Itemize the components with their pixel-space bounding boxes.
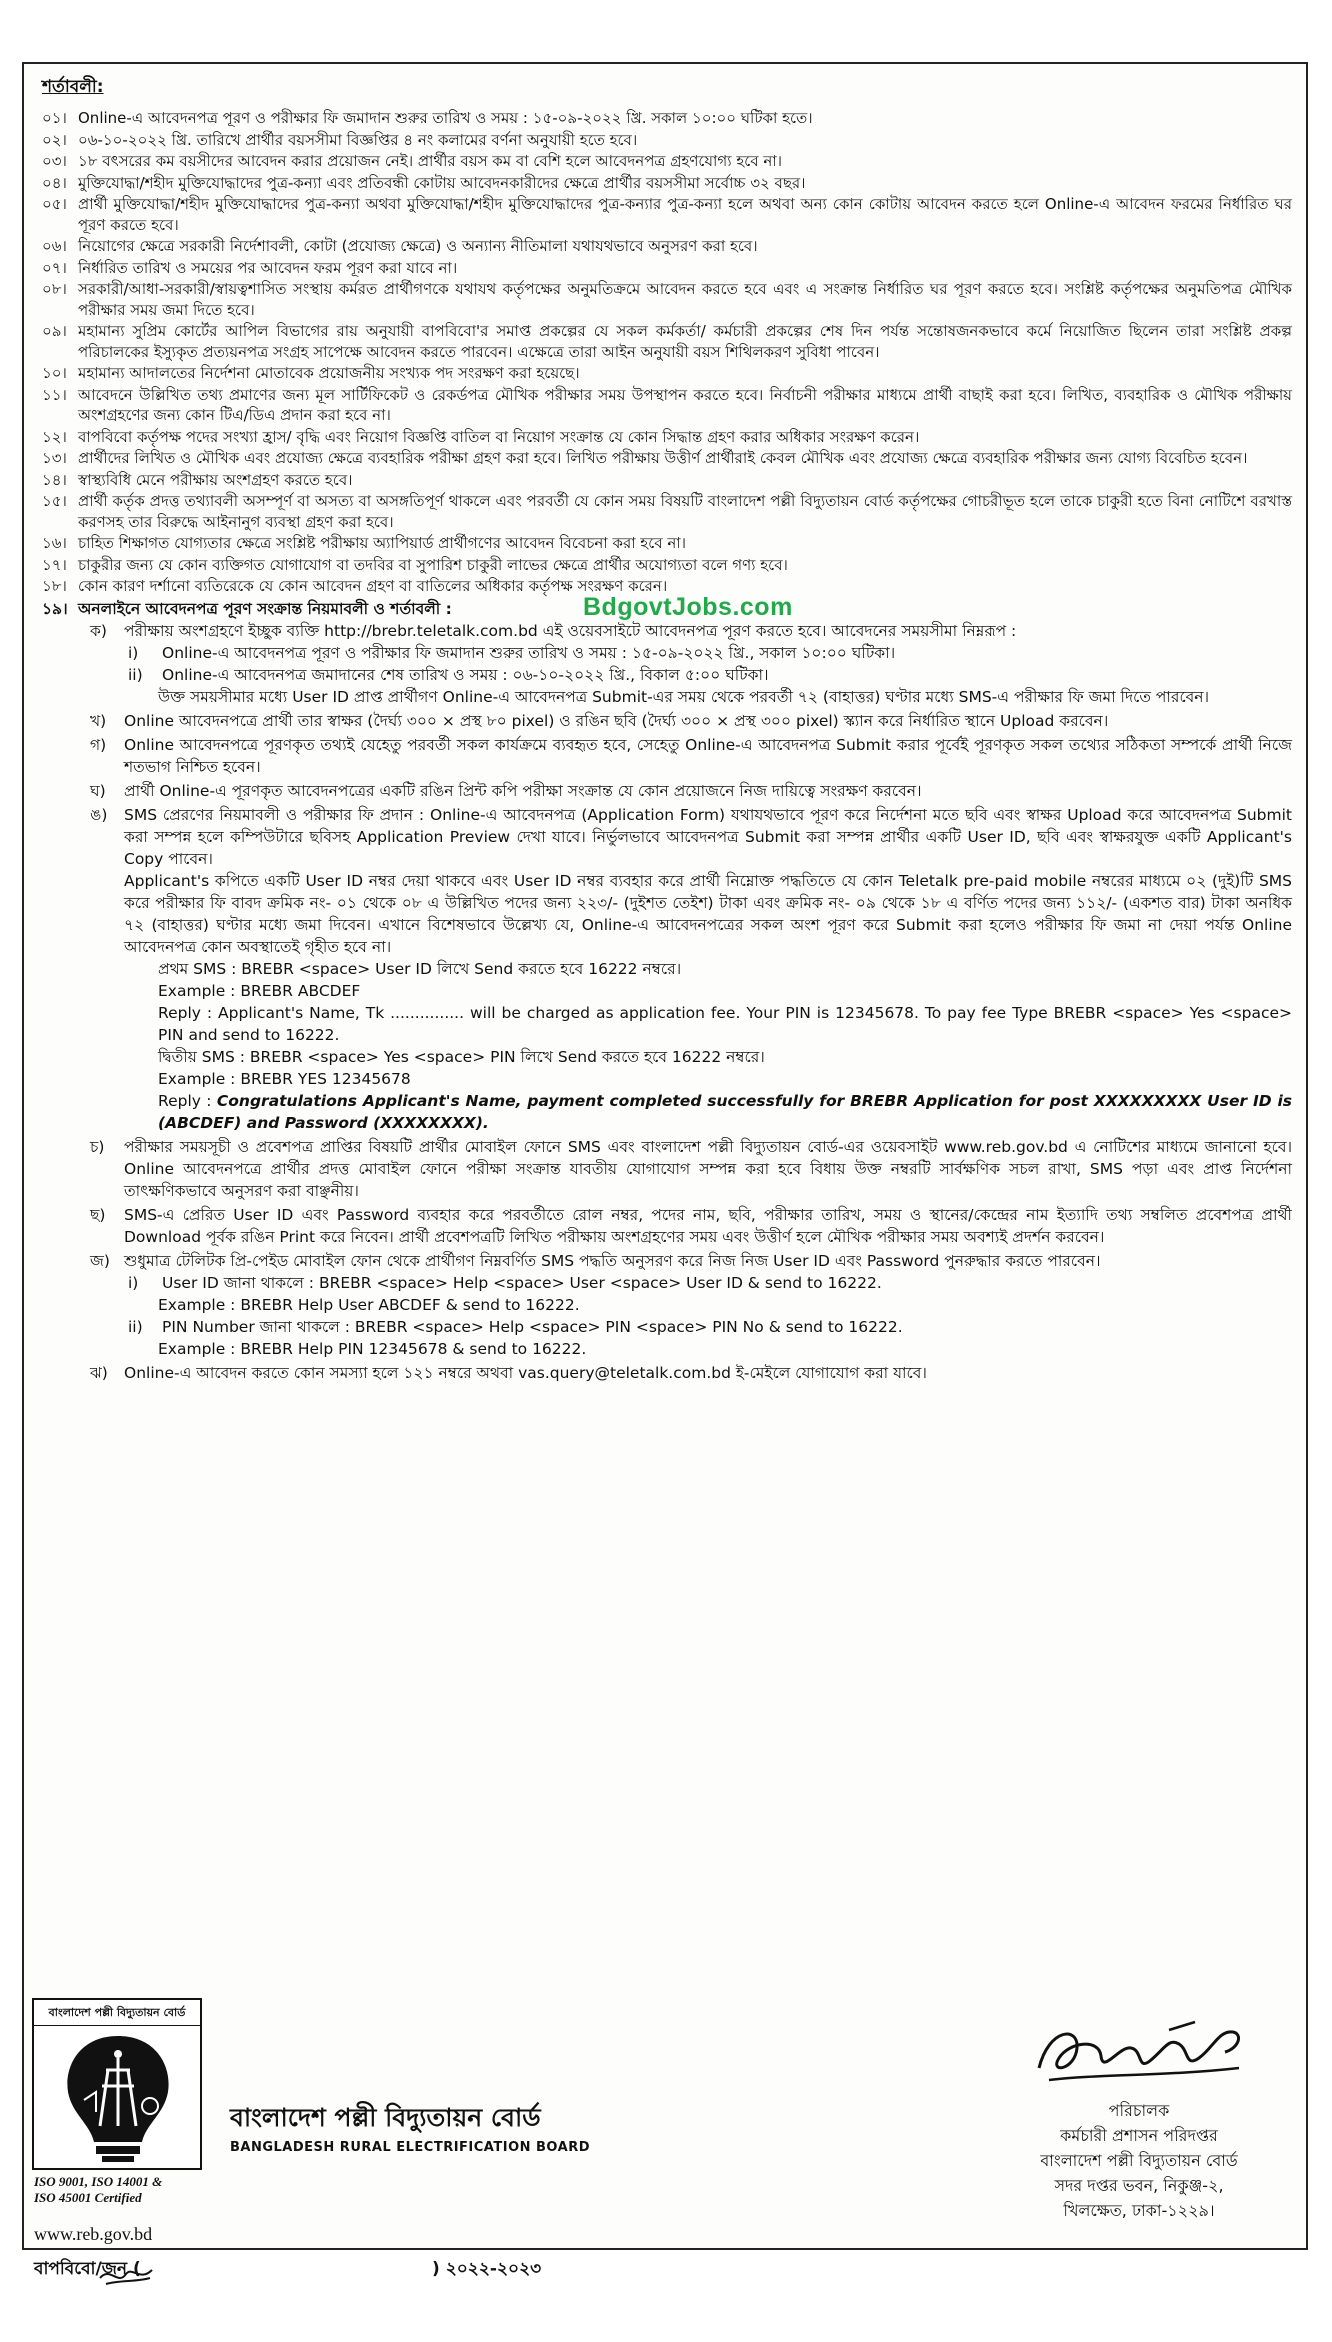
term-text: ১৮ বৎসরের কম বয়সীদের আবেদন করার প্রয়োজন নেই। প্রার্থীর বয়স কম বা বেশি হলে আবেদনপত্র গ্রহণযোগ্য হবে না। bbox=[78, 152, 783, 170]
term-number: ০৬। bbox=[42, 237, 67, 255]
watermark-text: BdgovtJobs.com bbox=[583, 592, 793, 621]
term-text: স্বাস্থ্যবিধি মেনে পরীক্ষায় অংশগ্রহণ করতে হবে। bbox=[78, 470, 353, 489]
terms-list bbox=[38, 108, 1292, 597]
term-text: মুক্তিযোদ্ধা/শহীদ মুক্তিযোদ্ধাদের পুত্র-কন্যা এবং প্রতিবন্ধী কোটায় আবেদনকারীদের ক্ষেত্রে প্রার্থীর বয়সসীমা সর্বোচ্চ ৩২ বছর। bbox=[78, 173, 806, 192]
term-item bbox=[38, 258, 1292, 279]
sub-item-uma bbox=[78, 804, 1292, 1134]
sub-text: প্রার্থী Online-এ পূরণকৃত আবেদনপত্রের একটি রঙিন প্রিন্ট কপি পরীক্ষা সংক্রান্ত যে কোন প্রয়োজনে নিজ দায়িত্বে সংরক্ষণ করবেন। bbox=[124, 782, 922, 800]
sub-text: পরীক্ষার সময়সূচী ও প্রবেশপত্র প্রাপ্তির বিষয়টি প্রার্থীর মোবাইল ফোনে SMS এবং বাংলাদেশ পল্লী বিদ্যুতায়ন বোর্ড-এর ওয়েবসাইট www.reb.gov.bd এ নোটিশের মাধ্যমে জানানো হবে। Online আবেদনপত্রে প্রার্থীর প্রদত্ত মোবাইল ফোনে পরীক্ষা সংক্রান্ত যাবতীয় যোগাযোগ সম্পন্ন করা হবে বিধায় উক্ত নম্বরটি সার্বক্ষণিক সচল রাখা, SMS পড়া এবং প্রাপ্ত নির্দেশনা তাৎক্ষণিকভাবে অনুসরণ করা বাঞ্ছনীয়। bbox=[124, 1138, 1292, 1200]
roman-item bbox=[128, 1272, 1292, 1294]
sub-item-ga bbox=[78, 734, 1292, 778]
terms-heading: শর্তাবলী: bbox=[42, 77, 104, 97]
term-text: মহামান্য আদালতের নির্দেশনা মোতাবেক প্রয়োজনীয় সংখ্যক পদ সংরক্ষণ করা হয়েছে। bbox=[78, 364, 580, 382]
term-number: ১২। bbox=[42, 427, 67, 446]
roman-label: ii) bbox=[128, 1318, 143, 1336]
sms-second: দ্বিতীয় SMS : BREBR <space> Yes <space> PIN লিখে Send করতে হবে 16222 নম্বরে। bbox=[158, 1048, 765, 1066]
sub-note: উক্ত সময়সীমার মধ্যে User ID প্রাপ্ত প্রার্থীগণ Online-এ আবেদনপত্র Submit-এর সময় থেকে পরবর্তী ৭২ (বাহাত্তর) ঘণ্টার মধ্যে SMS-এ পরীক্ষার ফি জমা দিতে পারবেন। bbox=[158, 688, 1210, 706]
term-text: আবেদনে উল্লিখিত তথ্য প্রমাণের জন্য মূল সার্টিফিকেট ও রেকর্ডপত্র মৌখিক পরীক্ষার সময় উপস্থাপন করতে হবে। নির্বাচনী পরীক্ষার মাধ্যমে প্রার্থী বাছাই করা হবে। লিখিত, ব্যবহারিক ও মৌখিক পরীক্ষায় অংশগ্রহণের জন্য কোন টিএ/ডিএ প্রদান করা হবে না। bbox=[78, 385, 1292, 424]
sub-item-chha bbox=[78, 1204, 1292, 1248]
term-number: ১১। bbox=[42, 385, 67, 404]
term-text: চাকুরীর জন্য যে কোন ব্যক্তিগত যোগাযোগ বা তদবির বা সুপারিশ চাকুরী লাভের ক্ষেত্রে প্রার্থীর অযোগ্যতা বলে গণ্য হবে। bbox=[78, 555, 788, 574]
term-text: প্রার্থী মুক্তিযোদ্ধা/শহীদ মুক্তিযোদ্ধাদের পুত্র-কন্যা অথবা মুক্তিযোদ্ধা/শহীদ মুক্তিযোদ্ধাদের পুত্র-কন্যার পুত্র-কন্যা হলে অথবা অন্য কোন কোটায় আবেদন করতে হলে Online-এ আবেদন ফরমের নির্ধারিত ঘর পূরণ করতে হবে। bbox=[78, 195, 1292, 234]
sub-item-kha bbox=[78, 710, 1292, 732]
reference-number: বাপবিবো/জন ( bbox=[34, 2259, 141, 2279]
notice-content bbox=[38, 72, 1292, 1386]
term-text: প্রার্থী কর্তৃক প্রদত্ত তথ্যাবলী অসম্পূর্ণ বা অসত্য বা অসঙ্গতিপূর্ণ থাকলে এবং পরবর্তী যে কোন সময় বিষয়টি বাংলাদেশ পল্লী বিদ্যুতায়ন বোর্ড কর্তৃপক্ষের গোচরীভূত হলে তাকে চাকুরী হতে বিনা নোটিশে বরখাস্ত করণসহ তার বিরুদ্ধে আইনানুগ ব্যবস্থা গ্রহণ করা হবে। bbox=[78, 492, 1292, 531]
roman-label: ii) bbox=[128, 666, 143, 684]
term-item bbox=[38, 470, 1292, 491]
fiscal-year: ) ২০২২-২০২৩ bbox=[432, 2259, 542, 2279]
sub-text: পরীক্ষায় অংশগ্রহণে ইচ্ছুক ব্যক্তি http://brebr.teletalk.com.bd এই ওয়েবসাইটে আবেদনপত্র পূরণ করতে হবে। আবেদনের সময়সীমা নিম্নরূপ : bbox=[124, 622, 1017, 640]
sms-example: Example : BREBR YES 12345678 bbox=[158, 1070, 411, 1088]
sub-item-ka bbox=[78, 620, 1292, 708]
iso-line: ISO 45001 Certified bbox=[34, 2190, 142, 2205]
sub-label: ক) bbox=[90, 622, 107, 640]
term-item bbox=[38, 173, 1292, 194]
initials-icon bbox=[96, 2260, 156, 2290]
sms-first: প্রথম SMS : BREBR <space> User ID লিখে Send করতে হবে 16222 নম্বরে। bbox=[158, 960, 682, 978]
sub-label: চ) bbox=[90, 1138, 105, 1156]
term-item bbox=[38, 236, 1292, 257]
roman-item bbox=[128, 642, 1292, 664]
signature-block bbox=[984, 2008, 1294, 2223]
bulb-icon bbox=[50, 2030, 186, 2166]
signatory-title: পরিচালক bbox=[1108, 2101, 1170, 2120]
roman-example: Example : BREBR Help PIN 12345678 & send to 16222. bbox=[158, 1340, 587, 1358]
sub-label: গ) bbox=[90, 736, 107, 754]
term-text: ০৬-১০-২০২২ খ্রি. তারিখে প্রার্থীর বয়সসীমা বিজ্ঞপ্তির ৪ নং কলামের বর্ণনা অনুযায়ী হতে হবে। bbox=[78, 130, 638, 149]
term-item bbox=[38, 385, 1292, 426]
sub-item-cha bbox=[78, 1136, 1292, 1202]
sub-item-jha bbox=[78, 1362, 1292, 1384]
reply-message: Congratulations Applicant's Name, payment completed successfully for BREBR Application for post XXXXXXXXX User ID is (ABCDEF) and Password (XXXXXXXX). bbox=[158, 1092, 1292, 1132]
signatory-department: কর্মচারী প্রশাসন পরিদপ্তর bbox=[1060, 2126, 1218, 2145]
roman-text: Online-এ আবেদনপত্র পূরণ ও পরীক্ষার ফি জমাদান শুরুর তারিখ ও সময় : ১৫-০৯-২০২২ খ্রি., সকাল ১০:০০ ঘটিকা। bbox=[162, 644, 896, 662]
term-text: বাপবিবো কর্তৃপক্ষ পদের সংখ্যা হ্রাস/ বৃদ্ধি এবং নিয়োগ বিজ্ঞপ্তি বাতিল বা নিয়োগ সংক্রান্ত যে কোন সিদ্ধান্ত গ্রহণ করার অধিকার সংরক্ষণ করেন। bbox=[78, 427, 920, 446]
sub-text: Online আবেদনপত্রে পূরণকৃত তথ্যই যেহেতু পরবর্তী সকল কার্যক্রমে ব্যবহৃত হবে, সেহেতু Online-এ আবেদনপত্র Submit করার পূর্বেই পূরণকৃত সকল তথ্যের সঠিকতা সম্পর্কে প্রার্থী নিজে শতভাগ নিশ্চিত হবেন। bbox=[124, 736, 1292, 776]
roman-label: i) bbox=[128, 1274, 139, 1292]
term-number: ০৮। bbox=[42, 280, 67, 298]
signatory-org: বাংলাদেশ পল্লী বিদ্যুতায়ন বোর্ড bbox=[1040, 2151, 1238, 2170]
term-item bbox=[38, 533, 1292, 554]
signatory-address: খিলক্ষেত, ঢাকা-১২২৯। bbox=[1063, 2201, 1215, 2220]
term-text: নিয়োগের ক্ষেত্রে সরকারী নির্দেশাবলী, কোটা (প্রযোজ্য ক্ষেত্রে) ও অন্যান্য নীতিমালা যথাযথভাবে অনুসরণ করা হবে। bbox=[78, 237, 758, 255]
sub-text: Online আবেদনপত্রে প্রার্থী তার স্বাক্ষর (দৈর্ঘ্য ৩০০ × প্রস্থ ৮০ pixel) ও রঙিন ছবি (দৈর্ঘ্য ৩০০ × প্রস্থ ৩০০ pixel) স্ক্যান করে নির্ধারিত স্থানে Upload করবেন। bbox=[124, 712, 1109, 730]
sub-text: SMS-এ প্রেরিত User ID এবং Password ব্যবহার করে পরবর্তীতে রোল নম্বর, পদের নাম, ছবি, পরীক্ষার তারিখ, সময় ও স্থানের/কেন্দ্রের নাম ইত্যাদি তথ্য সম্বলিত প্রবেশপত্র প্রার্থী Download পূর্বক রঙিন Print করে নিবেন। প্রার্থী প্রবেশপত্রটি লিখিত পরীক্ষায় অংশগ্রহণের সময় এবং উত্তীর্ণ হলে মৌখিক পরীক্ষার সময় অবশ্যই প্রদর্শন করবেন। bbox=[124, 1206, 1292, 1246]
reb-logo bbox=[32, 1998, 202, 2170]
term-text: চাহিত শিক্ষাগত যোগ্যতার ক্ষেত্রে সংশ্লিষ্ট পরীক্ষায় অ্যাপিয়ার্ড প্রার্থীগণের আবেদন বিবেচনা করা হবে না। bbox=[78, 534, 687, 552]
notice-footer bbox=[24, 1994, 1306, 2279]
sub-item-ja bbox=[78, 1250, 1292, 1360]
sms-example: Example : BREBR ABCDEF bbox=[158, 982, 361, 1000]
sub-label: ঘ) bbox=[90, 782, 106, 800]
sub-label: খ) bbox=[90, 712, 107, 730]
term-text: কোন কারণ দর্শানো ব্যতিরেকে যে কোন আবেদন গ্রহণ বা বাতিলের অধিকার কর্তৃপক্ষ সংরক্ষণ করেন। bbox=[78, 577, 668, 595]
term-item bbox=[38, 448, 1292, 469]
sub-label: ছ) bbox=[90, 1206, 106, 1224]
sms-reply bbox=[158, 1090, 1292, 1134]
roman-item bbox=[128, 1316, 1292, 1338]
iso-line: ISO 9001, ISO 14001 & bbox=[34, 2174, 163, 2189]
roman-label: i) bbox=[128, 644, 139, 662]
term-number: ০৫। bbox=[42, 195, 67, 213]
term-text: সরকারী/আধা-সরকারী/স্বায়ত্বশাসিত সংস্থায় কর্মরত প্রার্থীগণকে যথাযথ কর্তৃপক্ষের অনুমতিক্রমে আবেদন করতে হবে এবং এ সংক্রান্ত নির্ধারিত ঘর পূরণ করতে হবে। সংশ্লিষ্ট কর্তৃপক্ষের অনুমতিপত্র মৌখিক পরীক্ষার সময় জমা দিতে হবে। bbox=[78, 280, 1292, 319]
iso-certification bbox=[34, 2174, 162, 2206]
term-number: ১৮। bbox=[42, 577, 67, 595]
term-text: মহামান্য সুপ্রিম কোর্টের আপিল বিভাগের রায় অনুযায়ী বাপবিবো'র সমাপ্ত প্রকল্পের যে সকল কর্মকর্তা/ কর্মচারী প্রকল্পের শেষ দিন পর্যন্ত সন্তোষজনকভাবে কর্মে নিয়োজিত ছিলেন তারা সংশ্লিষ্ট প্রকল্প পরিচালকের ইস্যুকৃত প্রত্যয়নপত্র সংগ্রহ সাপেক্ষে আবেদন করতে পারবেন। এক্ষেত্রে তারা আইন অনুযায়ী বয়স শিথিলকরণ সুবিধা পাবেন। bbox=[78, 322, 1292, 361]
org-name-english: BANGLADESH RURAL ELECTRIFICATION BOARD bbox=[230, 2140, 590, 2155]
term-number: ১০। bbox=[42, 364, 67, 382]
sub-label: ঝ) bbox=[90, 1364, 108, 1382]
sub-text: SMS প্রেরণের নিয়মাবলী ও পরীক্ষার ফি প্রদান : Online-এ আবেদনপত্র (Application Form) যথাযথভাবে পূরণ করে নির্দেশনা মতে ছবি এবং স্বাক্ষর Upload করে আবেদনপত্র Submit করা সম্পন্ন হলে কম্পিউটারে ছবিসহ Application Preview দেখা যাবে। নির্ভুলভাবে আবেদনপত্র Submit করা সম্পন্ন প্রার্থীর একটি User ID, ছবি এবং স্বাক্ষরযুক্ত একটি Applicant's Copy পাবেন। bbox=[124, 806, 1292, 868]
term-item bbox=[38, 194, 1292, 235]
term-item bbox=[38, 151, 1292, 172]
logo-caption: বাংলাদেশ পল্লী বিদ্যুতায়ন বোর্ড bbox=[34, 2000, 200, 2026]
roman-example: Example : BREBR Help User ABCDEF & send to 16222. bbox=[158, 1296, 580, 1314]
term-number: ০১। bbox=[42, 109, 67, 127]
term-number: ০২। bbox=[42, 130, 67, 149]
term-item bbox=[38, 363, 1292, 384]
sub-text: Applicant's কপিতে একটি User ID নম্বর দেয়া থাকবে এবং User ID নম্বর ব্যবহার করে প্রার্থী নিম্নোক্ত পদ্ধতিতে যে কোন Teletalk pre-paid mobile নম্বরের মাধ্যমে ০২ (দুই)টি SMS করে পরীক্ষার ফি বাবদ ক্রমিক নং- ০১ থেকে ০৮ এ উল্লিখিত পদের জন্য ২২৩/- (দুইশত তেইশ) টাকা এবং ক্রমিক নং- ০৯ থেকে ১৮ এ বর্ণিত পদের জন্য ১১২/- (একশত বার) টাকা অনধিক ৭২ (বাহাত্তর) ঘণ্টার মধ্যে জমা দিবেন। এখানে বিশেষভাবে উল্লেখ্য যে, Online-এ আবেদনপত্রের সকল অংশ পূরণ করে Submit করা হলেও পরীক্ষার ফি জমা না দেয়া পর্যন্ত Online আবেদনপত্র কোন অবস্থাতেই গৃহীত হবে না। bbox=[124, 872, 1292, 956]
sub-label: ঙ) bbox=[90, 806, 108, 824]
roman-text: PIN Number জানা থাকলে : BREBR <space> Help <space> PIN <space> PIN No & send to 16222. bbox=[162, 1318, 903, 1336]
term-text: নির্ধারিত তারিখ ও সময়ের পর আবেদন ফরম পূরণ করা যাবে না। bbox=[78, 258, 458, 277]
sms-reply: Reply : Applicant's Name, Tk ............... will be charged as application fee. Your PIN is 12345678. To pay fee Type BREBR <space> Yes <space> PIN and send to 16222. bbox=[158, 1004, 1292, 1044]
sub-text: Online-এ আবেদন করতে কোন সমস্যা হলে ১২১ নম্বরে অথবা vas.query@teletalk.com.bd ই-মেইলে যোগাযোগ করা যাবে। bbox=[124, 1364, 927, 1382]
term-title: অনলাইনে আবেদনপত্র পূরণ সংক্রান্ত নিয়মাবলী ও শর্তাবলী : bbox=[78, 599, 452, 618]
sms-instructions bbox=[124, 958, 1292, 1134]
term-text: প্রার্থীদের লিখিত ও মৌখিক এবং প্রযোজ্য ক্ষেত্রে ব্যবহারিক পরীক্ষা গ্রহণ করা হবে। লিখিত পরীক্ষায় উত্তীর্ণ প্রার্থীরাই কেবল মৌখিক এবং প্রযোজ্য ক্ষেত্রে ব্যবহারিক পরীক্ষার জন্য যোগ্য বিবেচিত হবেন। bbox=[78, 449, 1248, 467]
term-number: ১৬। bbox=[42, 534, 67, 552]
term-item bbox=[38, 427, 1292, 448]
term-number: ১৭। bbox=[42, 555, 67, 574]
term-number: ০৩। bbox=[42, 152, 67, 170]
term-number: ০৯। bbox=[42, 322, 67, 340]
sub-label: জ) bbox=[90, 1252, 110, 1270]
term-text: Online-এ আবেদনপত্র পূরণ ও পরীক্ষার ফি জমাদান শুরুর তারিখ ও সময় : ১৫-০৯-২০২২ খ্রি. সকাল ১০:০০ ঘটিকা হতে। bbox=[78, 109, 813, 127]
roman-text: Online-এ আবেদনপত্র জমাদানের শেষ তারিখ ও সময় : ০৬-১০-২০২২ খ্রি., বিকাল ৫:০০ ঘটিকা। bbox=[162, 666, 769, 684]
roman-text: User ID জানা থাকলে : BREBR <space> Help <space> User <space> User ID & send to 16222. bbox=[162, 1274, 882, 1292]
notice-frame bbox=[22, 62, 1308, 2279]
term-number: ১৪। bbox=[42, 470, 67, 489]
org-name-bangla: বাংলাদেশ পল্লী বিদ্যুতায়ন বোর্ড bbox=[230, 2103, 541, 2132]
signature-icon bbox=[1019, 2008, 1259, 2098]
term-item bbox=[38, 279, 1292, 320]
sub-item-gha bbox=[78, 780, 1292, 802]
sub-text: শুধুমাত্র টেলিটক প্রি-পেইড মোবাইল ফোন থেকে প্রার্থীগণ নিম্নবর্ণিত SMS পদ্ধতি অনুসরণ করে নিজ নিজ User ID এবং Password পুনরুদ্ধার করতে পারবেন। bbox=[124, 1252, 1101, 1270]
term-item bbox=[38, 108, 1292, 129]
signatory-address: সদর দপ্তর ভবন, নিকুঞ্জ-২, bbox=[1054, 2176, 1224, 2195]
term-item-19 bbox=[38, 592, 1292, 621]
term-item bbox=[38, 555, 1292, 576]
term-item bbox=[38, 321, 1292, 362]
term-number: ০৭। bbox=[42, 258, 67, 277]
roman-item bbox=[128, 664, 1292, 686]
term-number: ১৯। bbox=[42, 599, 68, 618]
term-number: ১৫। bbox=[42, 492, 67, 510]
term-number: ১৩। bbox=[42, 449, 67, 467]
term-number: ০৪। bbox=[42, 173, 67, 192]
reply-label: Reply : bbox=[158, 1092, 217, 1110]
term-item bbox=[38, 491, 1292, 532]
term-item bbox=[38, 130, 1292, 151]
website-text: www.reb.gov.bd bbox=[34, 2224, 153, 2244]
